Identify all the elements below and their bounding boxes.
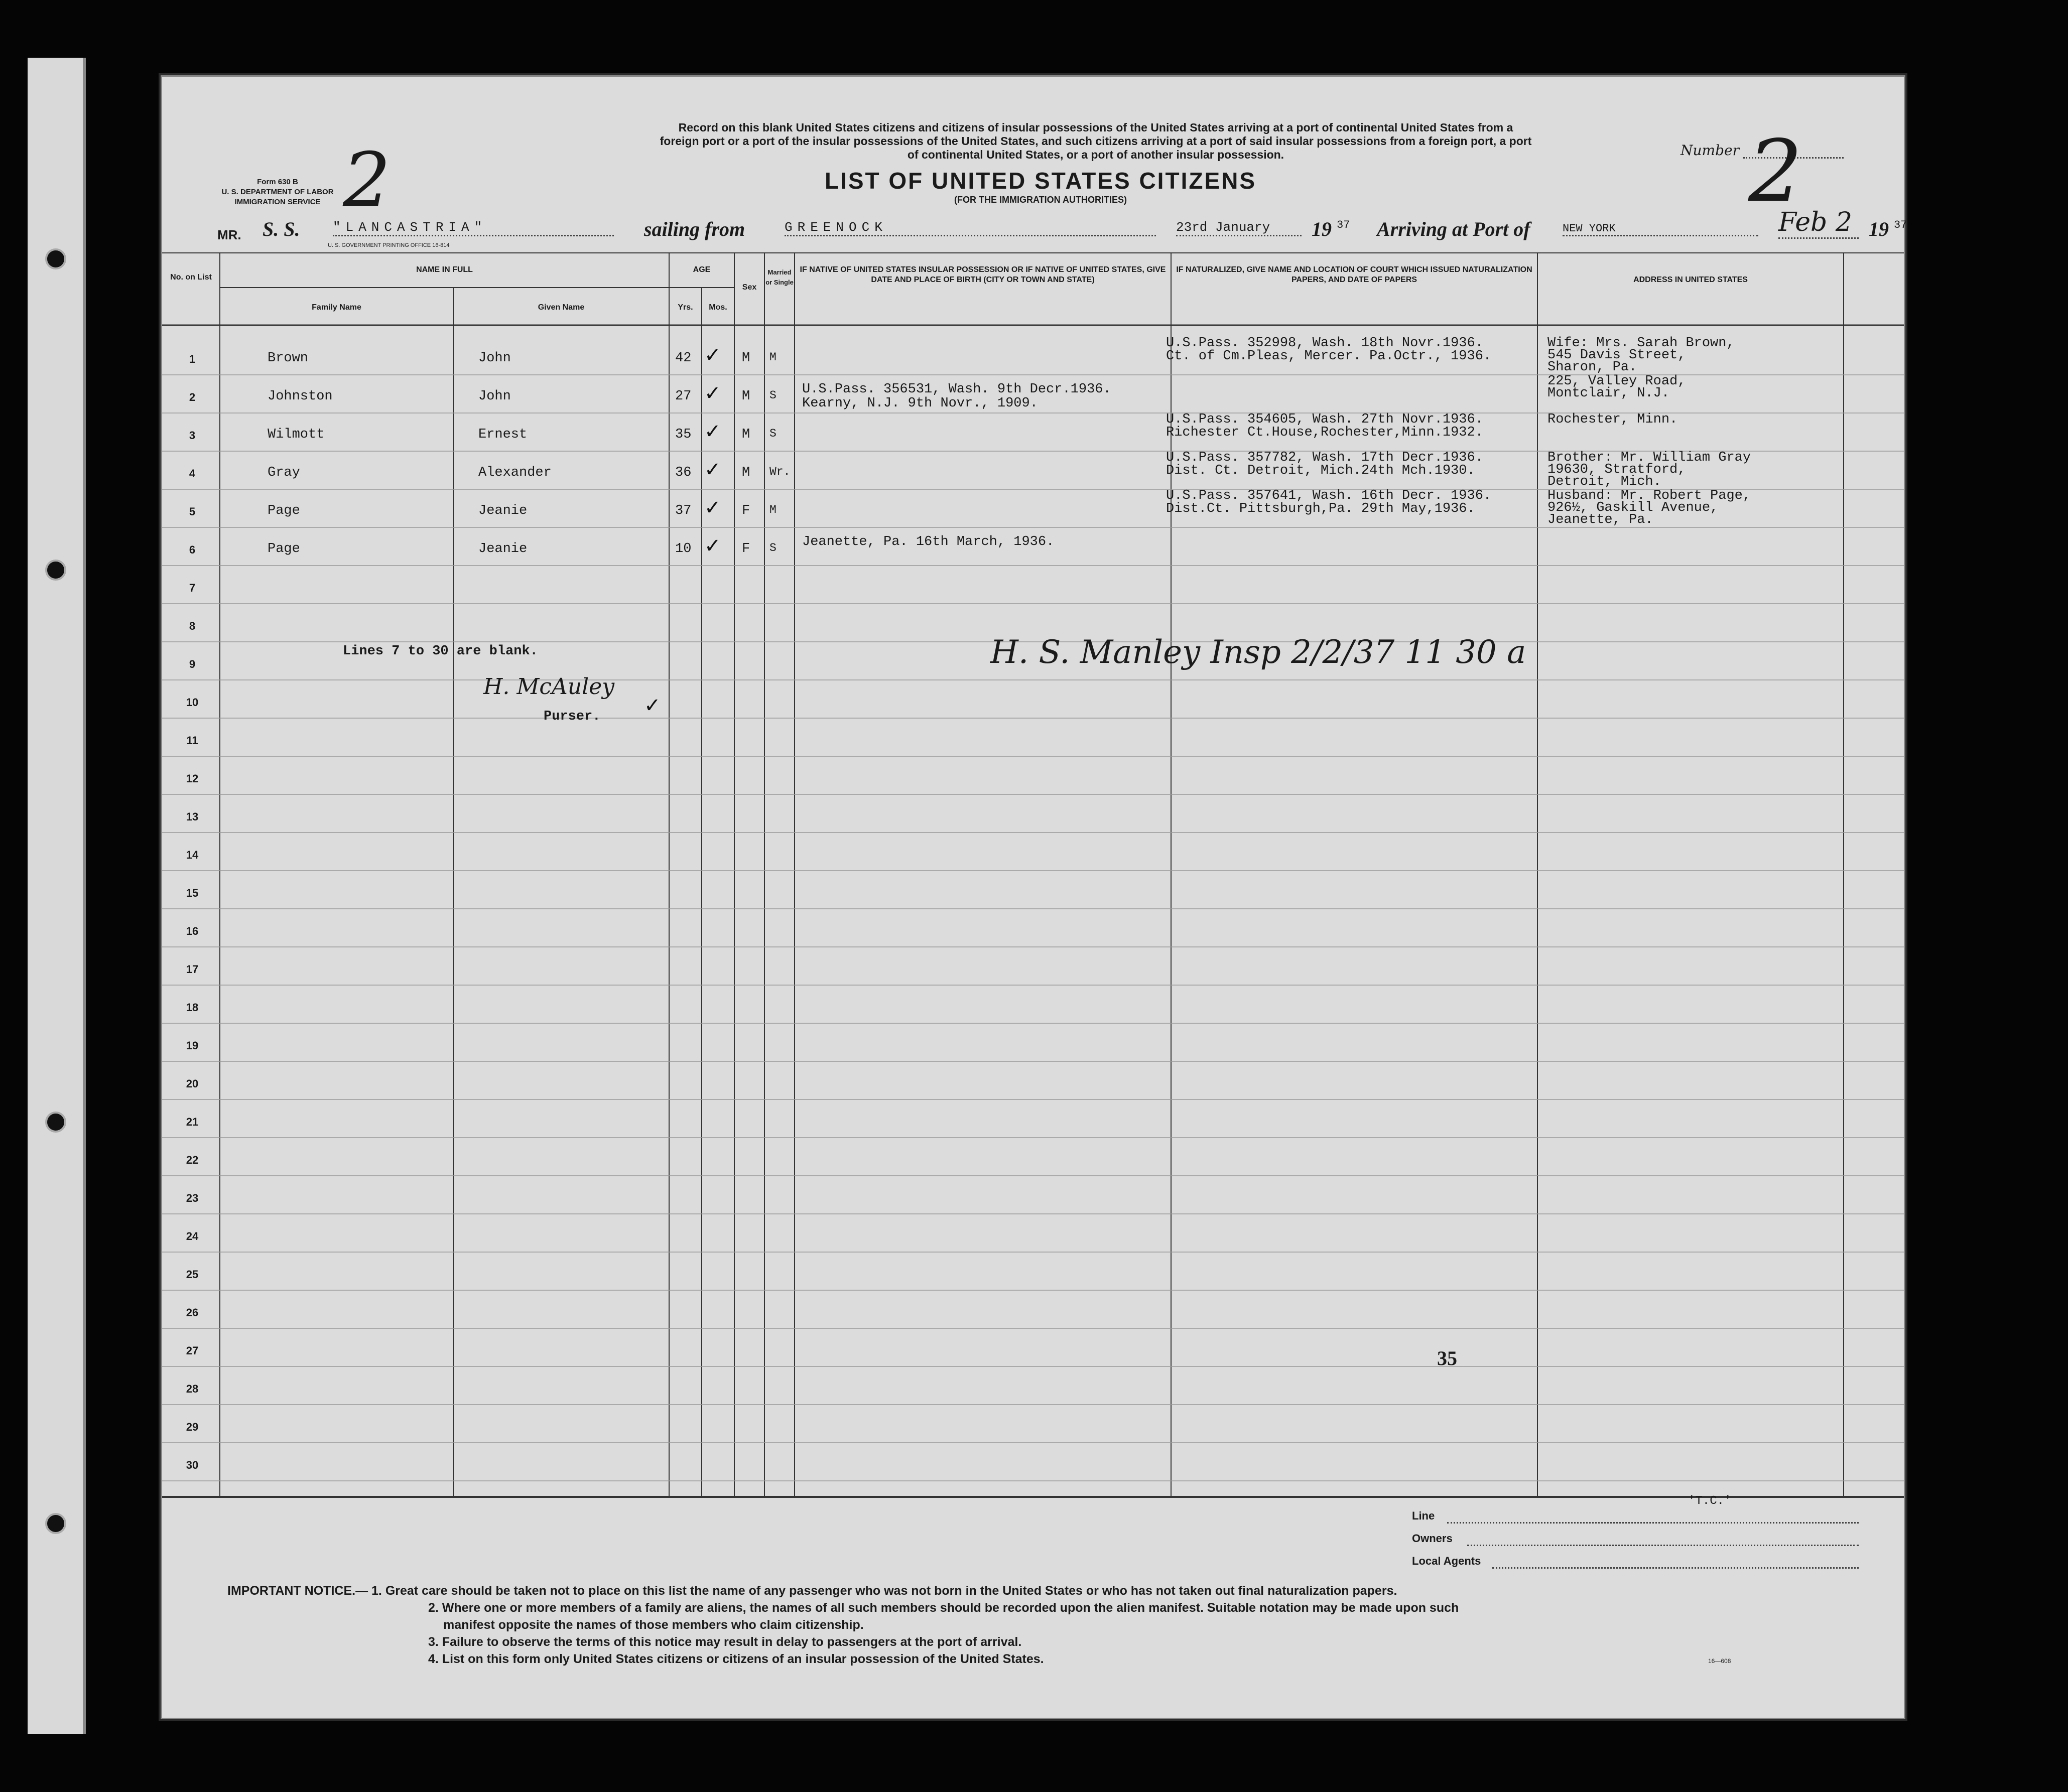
binder-hole [45, 248, 66, 269]
row-number: 5 [189, 505, 196, 518]
passenger-family-name: Gray [268, 465, 300, 480]
passenger-age-years: 10 [675, 541, 692, 557]
notice-title: IMPORTANT NOTICE.— [227, 1584, 368, 1598]
passenger-marital-status: S [769, 427, 777, 440]
passenger-naturalization-court: Dist.Ct. Pittsburgh,Pa. 29th May,1936. [1166, 501, 1475, 516]
purser-label: Purser. [544, 709, 601, 724]
binder-hole [45, 1513, 66, 1534]
instruction-line: of continental United States, or a port of another insular possession. [907, 148, 1284, 161]
row-number: 13 [186, 810, 199, 823]
passenger-naturalization-passport: U.S.Pass. 357641, Wash. 16th Decr. 1936. [1166, 488, 1492, 503]
blank-lines-note: Lines 7 to 30 are blank. [343, 644, 538, 659]
footer-agents-rule [1492, 1567, 1859, 1569]
passenger-given-name: Alexander [478, 465, 552, 480]
passenger-sex: M [742, 465, 750, 480]
arrival-date: Feb 2 [1778, 207, 1859, 239]
row-number: 24 [186, 1230, 199, 1243]
department-label: U. S. DEPARTMENT OF LABOR [221, 188, 334, 196]
notice-2-cont: manifest opposite the names of those members who claim citizenship. [443, 1618, 864, 1632]
printer-mark: U. S. GOVERNMENT PRINTING OFFICE 16-814 [328, 242, 450, 248]
passenger-given-name: Ernest [478, 427, 528, 442]
ss-label: S. S. [263, 218, 300, 240]
row-number: 7 [189, 582, 196, 594]
checkmark-icon: ✓ [704, 534, 721, 558]
row-number: 29 [186, 1421, 199, 1433]
passenger-naturalization-court: Richester Ct.House,Rochester,Minn.1932. [1166, 425, 1483, 440]
footer-line-rule [1447, 1522, 1859, 1524]
col-sex-header: Sex [742, 283, 757, 292]
arriving-label: Arriving at Port of [1377, 218, 1530, 240]
passenger-age-years: 42 [675, 351, 692, 366]
row-number: 16 [186, 925, 199, 937]
checkmark-icon: ✓ [704, 496, 721, 519]
number-label: Number [1681, 142, 1739, 159]
col-naturalized-header: IF NATURALIZED, GIVE NAME AND LOCATION OF COURT WHICH ISSUED NATURALIZATION PAPERS, AND DATE OF PAPERS [1176, 265, 1532, 284]
checkmark-icon: ✓ [704, 382, 721, 405]
binder-hole [45, 560, 66, 581]
binder-hole [45, 1112, 66, 1133]
passenger-age-years: 35 [675, 427, 692, 442]
passenger-sex: M [742, 351, 750, 366]
passenger-table [162, 252, 1904, 1577]
passenger-family-name: Brown [268, 351, 309, 366]
passenger-address-line: Husband: Mr. Robert Page, [1547, 488, 1751, 503]
checkmark-icon: ✓ [704, 344, 721, 367]
row-number: 17 [186, 963, 199, 976]
notice-2: 2. Where one or more members of a family are aliens, the names of all such members should be recorded upon the alien manifest. Suitable notation may be made upon such [428, 1601, 1459, 1615]
col-age-header: AGE [693, 265, 711, 274]
row-number: 23 [186, 1192, 199, 1204]
passenger-naturalization-passport: U.S.Pass. 352998, Wash. 18th Novr.1936. [1166, 336, 1483, 351]
passenger-family-name: Johnston [268, 389, 333, 404]
col-name-header: NAME IN FULL [416, 265, 473, 274]
col-family-header: Family Name [312, 303, 361, 312]
passenger-address-line: Brother: Mr. William Gray [1547, 450, 1751, 465]
ship-name: "LANCASTRIA" [333, 220, 614, 236]
notice-line-1 [227, 1582, 1894, 1599]
form-number: Form 630 B [257, 178, 298, 186]
passenger-marital-status: Wr. [769, 465, 791, 478]
number-value: 2 [1748, 122, 1803, 221]
voyage-prefix: MR. [217, 227, 241, 242]
row-number: 3 [189, 429, 196, 442]
passenger-birth-info: U.S.Pass. 356531, Wash. 9th Decr.1936. [802, 382, 1111, 397]
row-number: 30 [186, 1459, 199, 1471]
passenger-sex: F [742, 541, 750, 557]
checkmark-icon: ✓ [704, 458, 721, 481]
row-number: 25 [186, 1268, 199, 1281]
passenger-age-years: 27 [675, 389, 692, 404]
form-code: 16—608 [1708, 1658, 1731, 1665]
notice-4: 4. List on this form only United States citizens or citizens of an insular possession of the United States. [428, 1652, 1044, 1666]
row-number: 21 [186, 1116, 199, 1128]
passenger-given-name: Jeanie [478, 541, 528, 557]
row-number: 18 [186, 1001, 199, 1014]
passenger-age-years: 36 [675, 465, 692, 480]
passenger-marital-status: S [769, 389, 777, 402]
footer-owners-label: Owners [1412, 1532, 1453, 1545]
passenger-family-name: Page [268, 541, 300, 557]
passenger-address-line: Jeanette, Pa. [1547, 512, 1653, 527]
col-yrs-header: Yrs. [678, 303, 693, 312]
col-married-header: Married or Single [765, 268, 794, 286]
footer-line-value: 'T.C.' [1688, 1494, 1732, 1508]
purser-initials-mark: ✓ [644, 694, 661, 717]
inspector-signature: H. S. Manley Insp 2/2/37 11 30 a [990, 634, 1526, 671]
col-mos-header: Mos. [709, 303, 727, 312]
row-number: 10 [186, 696, 199, 709]
passenger-naturalization-court: Dist. Ct. Detroit, Mich.24th Mch.1930. [1166, 463, 1475, 478]
passenger-birth-info: Jeanette, Pa. 16th March, 1936. [802, 534, 1055, 549]
row-number: 8 [189, 620, 196, 632]
row-number: 12 [186, 772, 199, 785]
passenger-marital-status: M [769, 503, 777, 516]
passenger-sex: M [742, 427, 750, 442]
col-given-header: Given Name [538, 303, 585, 312]
passenger-address-line: Sharon, Pa. [1547, 360, 1637, 375]
row-number: 4 [189, 467, 196, 480]
passenger-birth-place: Kearny, N.J. 9th Novr., 1909. [802, 396, 1038, 411]
page-title: LIST OF UNITED STATES CITIZENS [824, 168, 1257, 194]
passenger-family-name: Page [268, 503, 300, 518]
arrival-port: NEW YORK [1563, 222, 1758, 236]
row-number: 22 [186, 1154, 199, 1166]
arrival-year: 37 [1894, 219, 1907, 231]
instruction-line: Record on this blank United States citizens and citizens of insular possessions of the United States arriving at a port of continental United States from a [678, 121, 1513, 134]
passenger-given-name: Jeanie [478, 503, 528, 518]
col-no-header: No. on List [170, 273, 212, 282]
passenger-sex: F [742, 503, 750, 518]
row-number: 1 [189, 353, 196, 365]
sailing-year-prefix: 19 [1312, 218, 1332, 240]
row-number: 6 [189, 543, 196, 556]
row-number: 9 [189, 658, 196, 670]
footer-agents-label: Local Agents [1412, 1555, 1481, 1567]
footer-line-label: Line [1412, 1509, 1435, 1522]
row-number: 19 [186, 1039, 199, 1052]
header-instructions [433, 121, 1758, 162]
checkmark-icon: ✓ [704, 420, 721, 443]
row-number: 27 [186, 1344, 199, 1357]
passenger-address-line: 926½, Gaskill Avenue, [1547, 500, 1719, 515]
form-identifier [202, 177, 353, 207]
passenger-naturalization-passport: U.S.Pass. 357782, Wash. 17th Decr.1936. [1166, 450, 1483, 465]
passenger-sex: M [742, 389, 750, 404]
sailing-date: 23rd January [1176, 220, 1302, 236]
col-address-header: ADDRESS IN UNITED STATES [1633, 275, 1748, 284]
important-notice [227, 1582, 1894, 1668]
notice-1: 1. Great care should be taken not to place on this list the name of any passenger who was not born in the United States or who has not taken out final naturalization papers. [371, 1584, 1397, 1598]
row-number: 11 [186, 734, 198, 747]
passenger-given-name: John [478, 389, 511, 404]
row-number: 2 [189, 391, 196, 403]
passenger-family-name: Wilmott [268, 427, 325, 442]
notice-3: 3. Failure to observe the terms of this notice may result in delay to passengers at the port of arrival. [428, 1635, 1022, 1649]
passenger-address-line: 19630, Stratford, [1547, 462, 1686, 477]
purser-signature: H. McAuley [483, 674, 615, 700]
row-number: 20 [186, 1077, 199, 1090]
passenger-given-name: John [478, 351, 511, 366]
passenger-address-line: Wife: Mrs. Sarah Brown, [1547, 336, 1735, 351]
manifest-page [161, 75, 1905, 1719]
instruction-line: foreign port or a port of the insular possessions of the United States, and such citizens arriving at a port of said insular possessions from a foreign port, a port [660, 134, 1532, 148]
passenger-age-years: 37 [675, 503, 692, 518]
service-label: IMMIGRATION SERVICE [234, 198, 321, 206]
passenger-address-line: 545 Davis Street, [1547, 348, 1686, 363]
row-number: 15 [186, 887, 199, 899]
passenger-naturalization-court: Ct. of Cm.Pleas, Mercer. Pa.Octr., 1936. [1166, 349, 1492, 364]
passenger-address-line: Montclair, N.J. [1547, 386, 1670, 401]
sailing-year: 37 [1337, 219, 1350, 231]
arrival-year-prefix: 19 [1869, 218, 1889, 240]
passenger-marital-status: M [769, 351, 777, 364]
passenger-address-line: Rochester, Minn. [1547, 412, 1678, 427]
sailing-label: sailing from [644, 218, 745, 240]
passenger-address-line: 225, Valley Road, [1547, 374, 1686, 389]
handwritten-page-mark: 2 [343, 137, 391, 224]
passenger-address-line: Detroit, Mich. [1547, 474, 1661, 489]
col-birth-header: IF NATIVE OF UNITED STATES INSULAR POSSESSION OR IF NATIVE OF UNITED STATES, GIVE DATE AND PLACE OF BIRTH (CITY OR TOWN AND STATE) [800, 265, 1166, 284]
departure-port: GREENOCK [785, 220, 1156, 236]
stamp-number: 35 [1437, 1347, 1457, 1369]
binder-strip [28, 58, 86, 1734]
passenger-marital-status: S [769, 541, 777, 555]
row-number: 14 [186, 849, 199, 861]
row-number: 28 [186, 1383, 199, 1395]
footer-owners-rule [1467, 1545, 1859, 1546]
page-subtitle: (FOR THE IMMIGRATION AUTHORITIES) [954, 195, 1127, 205]
row-number: 26 [186, 1306, 199, 1319]
passenger-naturalization-passport: U.S.Pass. 354605, Wash. 27th Novr.1936. [1166, 412, 1483, 427]
